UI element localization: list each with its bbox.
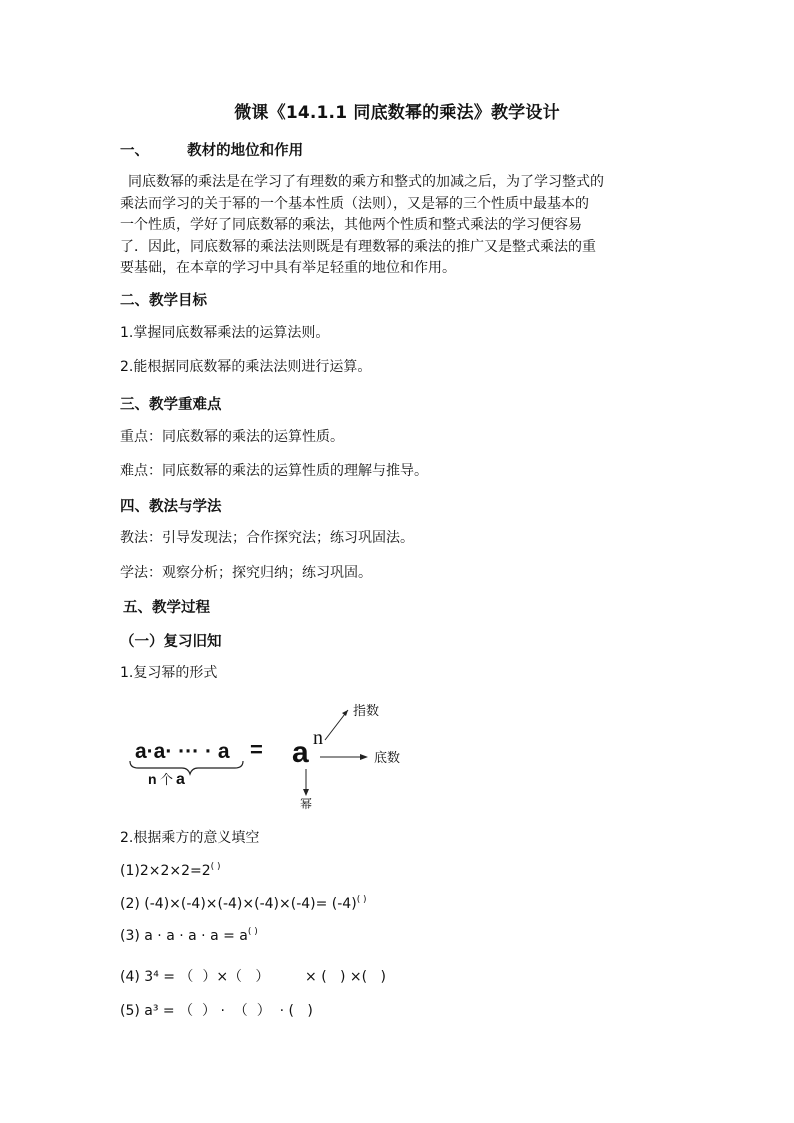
power-label: 幂 (300, 797, 313, 811)
paragraph-line-1: 同底数幂的乘法是在学习了有理数的乘方和整式的加减之后，为了学习整式的 (128, 174, 604, 190)
section-1-paragraph (120, 172, 680, 280)
section-4-heading: 四、教法与学法 (120, 499, 222, 515)
power-arrowhead (303, 789, 309, 796)
exercise-1 (120, 861, 221, 881)
section-5-heading: 五、教学过程 (123, 600, 210, 616)
section-2-heading: 二、教学目标 (120, 293, 207, 309)
exercise-4: (4) 3⁴ = （ ）×（ ） × ( ) ×( ) (120, 969, 386, 985)
brace-label-a: a (176, 771, 185, 788)
base-letter: a (292, 736, 309, 769)
exercise-3-exponent-blank: ( ) (247, 927, 258, 937)
document-title: 微课《14.1.1 同底数幂的乘法》教学设计 (234, 103, 560, 123)
brace-label-n: n (148, 771, 157, 787)
goal-1: 1.掌握同底数幂乘法的运算法则。 (120, 325, 330, 341)
subsection-review-heading: （一）复习旧知 (120, 634, 222, 650)
learning-method: 学法：观察分析；探究归纳；练习巩固。 (120, 565, 372, 581)
section-1-heading (120, 139, 303, 160)
key-point: 重点：同底数幂的乘法的运算性质。 (120, 429, 344, 445)
exponent-label: 指数 (353, 704, 380, 719)
paragraph-line-3: 一个性质，学好了同底数幂的乘法，其他两个性质和整式乘法的学习便容易 (120, 217, 582, 233)
base-label: 底数 (374, 751, 401, 766)
equals-sign: = (250, 737, 263, 762)
paragraph-line-4: 了．因此，同底数幂的乘法法则既是有理数幂的乘法的推广又是整式乘法的重 (120, 238, 596, 255)
exercise-1-exponent-blank: ( ) (210, 862, 221, 872)
difficult-point: 难点：同底数幂的乘法的运算性质的理解与推导。 (120, 463, 428, 479)
section-1-number: 一、 (120, 143, 149, 159)
exercise-2 (120, 894, 367, 914)
exercise-3-text: (3) a · a · a · a = a (120, 928, 248, 944)
section-1-title: 教材的地位和作用 (187, 143, 304, 159)
section-3-heading: 三、教学重难点 (120, 397, 222, 413)
base-arrowhead (360, 754, 368, 760)
exercise-5: (5) a³ = （ ） · （ ） · ( ) (120, 1003, 313, 1019)
exercise-2-text: (2) (-4)×(-4)×(-4)×(-4)×(-4)= (-4) (120, 896, 357, 912)
product-expression: a·a· ··· · a (135, 740, 230, 763)
exponent-arrowhead (342, 710, 348, 716)
exercise-1-text: (1)2×2×2=2 (120, 863, 211, 879)
goal-2: 2.能根据同底数幂的乘法法则进行运算。 (120, 359, 372, 375)
teaching-method: 教法：引导发现法；合作探究法；练习巩固法。 (120, 530, 414, 546)
exercise-2-exponent-blank: ( ) (356, 895, 367, 905)
exercise-3 (120, 926, 258, 946)
exponent-letter: n (313, 727, 323, 749)
power-form-diagram (120, 696, 420, 816)
paragraph-line-2: 乘法而学习的关于幂的一个基本性质（法则），又是幂的三个性质中最基本的 (120, 195, 589, 212)
review-item-1: 1.复习幂的形式 (120, 665, 218, 681)
brace-label-count: 个 (160, 773, 174, 788)
review-item-2: 2.根据乘方的意义填空 (120, 830, 260, 846)
paragraph-line-5: 要基础，在本章的学习中具有举足轻重的地位和作用。 (120, 260, 456, 276)
